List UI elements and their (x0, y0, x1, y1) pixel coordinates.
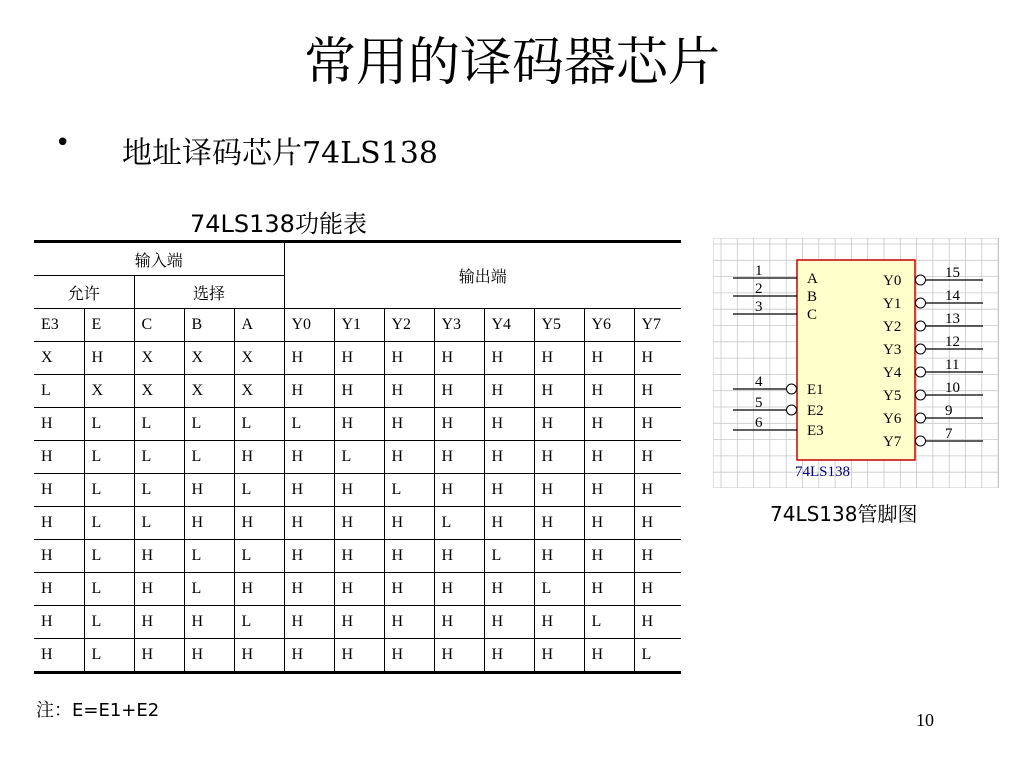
pin-number: 14 (945, 288, 960, 304)
table-cell: L (84, 441, 134, 474)
table-cell: H (134, 540, 184, 573)
table-row (34, 507, 681, 540)
table-cell: H (384, 507, 434, 540)
table-cell: H (434, 639, 484, 673)
table-cell: L (84, 507, 134, 540)
table-cell: L (134, 474, 184, 507)
table-cell: E3 (34, 309, 84, 342)
inverter-bubble (916, 344, 926, 354)
table-cell: H (334, 507, 384, 540)
table-cell: H (484, 375, 534, 408)
table-cell: H (634, 474, 681, 507)
table-cell: L (234, 474, 284, 507)
table-cell: H (284, 606, 334, 639)
table-cell: L (484, 540, 534, 573)
table-cell: L (134, 408, 184, 441)
table-cell: H (284, 507, 334, 540)
table-cell: H (534, 606, 584, 639)
table-cell: H (34, 540, 84, 573)
pin-label: E2 (807, 403, 824, 419)
pin-label: E3 (807, 423, 824, 439)
table-cell: H (484, 639, 534, 673)
pin-label: Y0 (883, 273, 902, 289)
table-cell: L (134, 507, 184, 540)
inverter-bubble (787, 384, 797, 394)
pin-number: 6 (755, 415, 763, 431)
table-cell: H (634, 507, 681, 540)
pin-number: 5 (755, 395, 763, 411)
pin-label: Y7 (883, 434, 902, 450)
table-cell: H (384, 375, 434, 408)
table-row (34, 375, 681, 408)
pin-label: C (807, 307, 818, 323)
pin-label: B (807, 289, 818, 305)
table-row (34, 408, 681, 441)
pin-number: 2 (755, 281, 763, 297)
table-cell: H (634, 441, 681, 474)
table-cell: H (84, 342, 134, 375)
table-cell: H (34, 441, 84, 474)
table-cell: H (134, 639, 184, 673)
table-cell: H (584, 540, 634, 573)
table-cell: L (234, 408, 284, 441)
table-cell: L (184, 441, 234, 474)
table-cell: H (584, 474, 634, 507)
table-cell: H (284, 375, 334, 408)
pin-diagram (713, 238, 999, 488)
table-cell: H (34, 573, 84, 606)
chip-name: 74LS138 (795, 464, 851, 480)
table-cell: H (484, 573, 534, 606)
table-cell: H (634, 375, 681, 408)
table-cell: X (134, 342, 184, 375)
pin-number: 15 (945, 265, 960, 281)
table-cell: H (34, 474, 84, 507)
table-cell: H (434, 441, 484, 474)
pin-number: 7 (945, 426, 953, 442)
table-cell: H (184, 639, 234, 673)
table-cell: L (84, 540, 134, 573)
slide-title: 常用的译码器芯片 (303, 33, 720, 93)
header-input: 输入端 (34, 242, 284, 276)
table-cell: H (484, 474, 534, 507)
inverter-bubble (787, 405, 797, 415)
table-row (34, 342, 681, 375)
table-cell: H (284, 573, 334, 606)
table-cell: H (334, 408, 384, 441)
table-cell: H (234, 639, 284, 673)
inverter-bubble (916, 275, 926, 285)
table-cell: H (534, 342, 584, 375)
table-cell: H (284, 639, 334, 673)
table-cell: H (634, 408, 681, 441)
pin-number: 9 (945, 403, 953, 419)
table-cell: X (234, 375, 284, 408)
table-cell: X (184, 342, 234, 375)
table-cell: H (484, 441, 534, 474)
inverter-bubble (916, 298, 926, 308)
table-cell: H (334, 606, 384, 639)
table-cell: L (184, 573, 234, 606)
table-cell: H (334, 573, 384, 606)
table-cell: L (634, 639, 681, 673)
table-cell: H (334, 375, 384, 408)
table-cell: Y3 (434, 309, 484, 342)
pin-number: 4 (755, 374, 763, 390)
table-cell: L (434, 507, 484, 540)
table-cell: H (284, 441, 334, 474)
table-cell: H (384, 639, 434, 673)
table-cell: L (184, 540, 234, 573)
table-cell: H (584, 507, 634, 540)
table-cell: X (134, 375, 184, 408)
pin-label: Y3 (883, 342, 902, 358)
table-cell: L (284, 408, 334, 441)
inverter-bubble (916, 436, 926, 446)
inverter-bubble (916, 321, 926, 331)
table-row (34, 639, 681, 673)
table-cell: X (184, 375, 234, 408)
table-row (34, 441, 681, 474)
table-caption: 74LS138功能表 (190, 210, 367, 238)
table-cell: L (334, 441, 384, 474)
table-cell: H (34, 639, 84, 673)
header-output: 输出端 (284, 242, 681, 309)
table-cell: H (34, 507, 84, 540)
table-cell: H (584, 375, 634, 408)
table-cell: L (84, 606, 134, 639)
table-cell: X (84, 375, 134, 408)
pin-number: 1 (755, 263, 763, 279)
table-cell: H (584, 573, 634, 606)
table-cell: H (534, 639, 584, 673)
table-cell: H (434, 540, 484, 573)
table-cell: H (234, 573, 284, 606)
table-cell: E (84, 309, 134, 342)
pin-diagram-caption: 74LS138管脚图 (770, 502, 918, 526)
inverter-bubble (916, 413, 926, 423)
table-cell: H (434, 474, 484, 507)
table-cell: H (534, 540, 584, 573)
table-cell: Y6 (584, 309, 634, 342)
table-cell: H (284, 540, 334, 573)
table-cell: L (234, 606, 284, 639)
function-table (34, 240, 681, 674)
table-cell: H (434, 573, 484, 606)
table-cell: L (134, 441, 184, 474)
table-cell: H (334, 474, 384, 507)
table-cell: H (334, 342, 384, 375)
header-select: 选择 (134, 276, 284, 309)
table-cell: H (234, 507, 284, 540)
page-number: 10 (916, 710, 934, 730)
table-row (34, 606, 681, 639)
table-cell: X (34, 342, 84, 375)
table-cell: H (634, 342, 681, 375)
pin-label: Y6 (883, 411, 902, 427)
column-header-row (34, 309, 681, 342)
table-cell: H (384, 408, 434, 441)
table-cell: H (534, 507, 584, 540)
table-cell: L (184, 408, 234, 441)
table-cell: H (384, 342, 434, 375)
table-cell: H (484, 606, 534, 639)
table-cell: H (484, 342, 534, 375)
pin-label: Y1 (883, 296, 902, 312)
table-cell: Y1 (334, 309, 384, 342)
table-cell: L (84, 573, 134, 606)
bullet-dot: • (55, 128, 71, 158)
inverter-bubble (916, 367, 926, 377)
table-cell: Y2 (384, 309, 434, 342)
table-cell: H (634, 573, 681, 606)
table-row (34, 540, 681, 573)
table-cell: H (384, 540, 434, 573)
table-cell: H (284, 342, 334, 375)
inverter-bubble (916, 390, 926, 400)
table-cell: X (234, 342, 284, 375)
table-cell: H (34, 606, 84, 639)
pin-label: Y2 (883, 319, 902, 335)
pin-label: E1 (807, 382, 824, 398)
table-cell: H (434, 342, 484, 375)
table-cell: H (434, 408, 484, 441)
table-cell: H (634, 540, 681, 573)
table-cell: H (384, 573, 434, 606)
table-note: 注：E=E1+E2 (36, 700, 160, 721)
table-cell: H (384, 441, 434, 474)
table-cell: H (584, 639, 634, 673)
table-cell: L (34, 375, 84, 408)
table-cell: L (84, 639, 134, 673)
table-cell: H (134, 606, 184, 639)
table-cell: H (184, 606, 234, 639)
pin-number: 12 (945, 334, 960, 350)
table-cell: H (334, 639, 384, 673)
table-cell: H (584, 441, 634, 474)
pin-label: Y5 (883, 388, 902, 404)
pin-label: Y4 (883, 365, 902, 381)
table-cell: H (534, 474, 584, 507)
pin-number: 3 (755, 299, 763, 315)
table-cell: H (484, 507, 534, 540)
table-cell: Y4 (484, 309, 534, 342)
table-cell: L (534, 573, 584, 606)
table-cell: H (34, 408, 84, 441)
table-row (34, 474, 681, 507)
pin-number: 10 (945, 380, 960, 396)
table-cell: H (584, 342, 634, 375)
table-cell: H (134, 573, 184, 606)
table-cell: A (234, 309, 284, 342)
table-cell: H (284, 474, 334, 507)
table-cell: L (584, 606, 634, 639)
table-cell: L (84, 474, 134, 507)
table-cell: H (434, 606, 484, 639)
table-cell: H (234, 441, 284, 474)
pin-label: A (807, 271, 818, 287)
pin-number: 11 (945, 357, 960, 373)
table-cell: C (134, 309, 184, 342)
table-cell: Y0 (284, 309, 334, 342)
table-row (34, 573, 681, 606)
table-cell: H (534, 375, 584, 408)
table-cell: L (234, 540, 284, 573)
table-cell: B (184, 309, 234, 342)
table-cell: H (384, 606, 434, 639)
table-cell: H (584, 408, 634, 441)
table-cell: H (534, 441, 584, 474)
table-cell: Y7 (634, 309, 681, 342)
table-cell: L (384, 474, 434, 507)
table-cell: Y5 (534, 309, 584, 342)
table-cell: H (534, 408, 584, 441)
table-cell: H (434, 375, 484, 408)
table-cell: L (84, 408, 134, 441)
pin-number: 13 (945, 311, 960, 327)
table-cell: H (184, 507, 234, 540)
table-cell: H (184, 474, 234, 507)
table-cell: H (484, 408, 534, 441)
header-enable: 允许 (34, 276, 134, 309)
table-cell: H (334, 540, 384, 573)
table-cell: H (634, 606, 681, 639)
bullet-text: 地址译码芯片74LS138 (122, 136, 438, 171)
